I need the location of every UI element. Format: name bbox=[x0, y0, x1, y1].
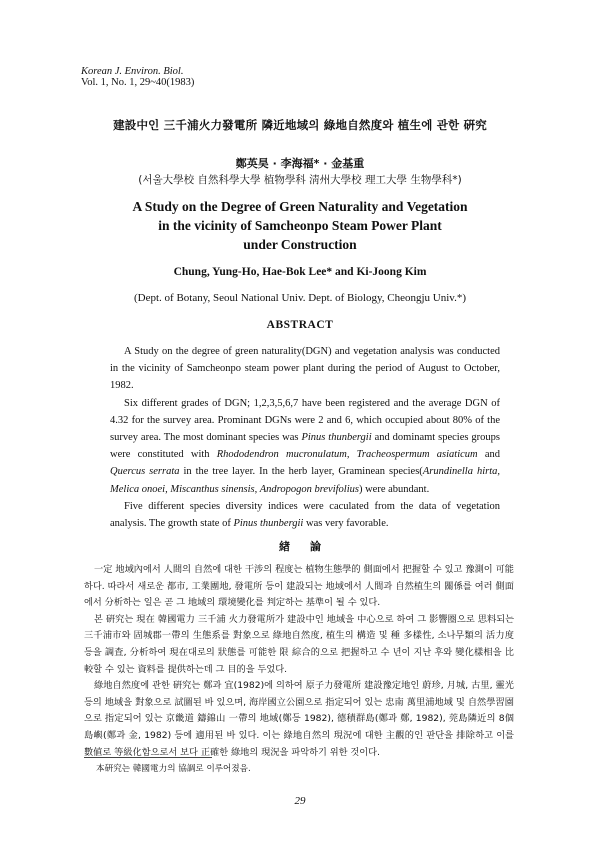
english-affiliation: (Dept. of Botany, Seoul National Univ. Dept. of Biology, Cheongju Univ.*) bbox=[134, 292, 466, 304]
abstract-heading: ABSTRACT bbox=[266, 319, 334, 331]
intro-heading: 緖論 bbox=[279, 540, 341, 553]
abstract-paragraph-3 bbox=[110, 498, 500, 532]
journal-name: Korean J. Environ. Biol. bbox=[81, 66, 184, 77]
korean-affiliation: (서울大學校 自然科學大學 植物學科 淸州大學校 理工大學 生物學科*) bbox=[138, 174, 462, 186]
abstract-text: Five different species diversity indices were caculated from the data of vegetation analysis. The growth state of bbox=[110, 500, 500, 530]
species-name: Quercus serrata bbox=[110, 466, 180, 478]
abstract-text: ) were abundant. bbox=[358, 483, 430, 495]
abstract-text: was very favorable. bbox=[303, 518, 389, 530]
english-title-line-2: in the vicinity of Samcheonpo Steam Power Plant bbox=[158, 218, 442, 233]
abstract-body bbox=[110, 343, 500, 532]
korean-title: 建設中인 三千浦火力發電所 隣近地域의 綠地自然度와 植生에 관한 硏究 bbox=[113, 118, 487, 132]
intro-paragraph-1: 一定 地域內에서 人間의 自然에 대한 干涉의 程度는 植物生態學的 側面에서 把握할 수 있고 豫測이 可能하다. 따라서 새로운 都市, 工業團地, 發電所 등이 建設되는 地域에서 人間과 自然植生의 關係를 여러 側面에서 分析하는 일은 곧 그 地域의 環境變化를 判定하는 基準이 될 수 있다. bbox=[84, 564, 514, 609]
species-name: Pinus thunbergii bbox=[233, 518, 304, 530]
korean-authors: 鄭英昊 · 李海福* · 金基重 bbox=[235, 157, 365, 170]
journal-volume: Vol. 1, No. 1, 29~40(1983) bbox=[81, 77, 195, 88]
english-authors: Chung, Yung-Ho, Hae-Bok Lee* and Ki-Joong Kim bbox=[173, 266, 427, 278]
footnote: 本硏究는 韓國電力의 協調로 이루어졌음. bbox=[96, 764, 251, 774]
abstract-paragraph-2 bbox=[110, 395, 500, 498]
abstract-paragraph-1: A Study on the degree of green naturality(DGN) and vegetation analysis was conducted in the vicinity of Samcheonpo steam power plant during the period of August to October, 1982. bbox=[110, 346, 500, 392]
intro-body bbox=[84, 562, 514, 761]
abstract-text: and bbox=[477, 449, 500, 461]
species-name: Arundinella hirta, Melica onoei, Miscanthus sinensis, Andropogon brevifolius bbox=[110, 466, 500, 495]
english-title-line-3: under Construction bbox=[243, 237, 357, 252]
abstract-text: Six different grades of DGN; 1,2,3,5,6,7 have been registered and the average DGN of 4.32 for the survey area. Prominant DGNs were 2 and 6, which occupied about 80% of the survey area. The most dominant species was bbox=[110, 397, 500, 444]
journal-header bbox=[81, 66, 194, 88]
page-number: 29 bbox=[294, 795, 306, 807]
footnote-divider bbox=[84, 757, 212, 758]
species-name: Pinus thunbergii bbox=[301, 432, 372, 444]
english-title bbox=[0, 197, 600, 254]
abstract-text: and dominamt species groups were constituted with bbox=[110, 432, 500, 461]
intro-paragraph-3: 綠地自然度에 관한 硏究는 鄭과 宜(1982)에 의하여 原子力發電所 建設豫定地인 蔚珍, 月城, 古里, 靈光 등의 地域을 對象으로 試圖된 바 있으며, 海岸國立公園으로 指定되어 있는 忠南 萬里浦地域 및 自然學習園으로 指定되어 있는 京畿道 鑄錦山 一帶의 地域(鄭등 1982), 德積群島(鄭과 鄭, 1982), 莞島隣近의 8個 島嶼(鄭과 金, 1982) 등에 適用된 바 있다. 이는 綠地自然의 現況에 대한 主觀的인 판단을 排除하고 이를 數値로 等級化함으로서 보다 正確한 綠地의 現況을 파악하기 위한 것이다. bbox=[84, 680, 514, 758]
abstract-text: in the tree layer. In the herb layer, Graminean species( bbox=[179, 466, 423, 478]
intro-paragraph-2: 본 硏究는 現在 韓國電力 三千浦 火力發電所가 建設中인 地域을 中心으로 하여 그 影響圈으로 思料되는 三千浦市와 固城郡一帶의 生態系를 對象으로 綠地自然度, 植生의 構造 및 種 多樣性, 소나무類의 活力度 등을 調査, 分析하여 現在대로의 狀態를 可能한 限 綜合的으로 把握하고 수 년이 지난 후와 變化樣相을 比較할 수 있는 資料를 提供하는데 그 目的을 두었다. bbox=[84, 613, 514, 675]
species-name: Rhododendron mucronulatum, Tracheospermum asiaticum bbox=[216, 449, 478, 461]
english-title-line-1: A Study on the Degree of Green Naturality and Vegetation bbox=[132, 199, 468, 214]
